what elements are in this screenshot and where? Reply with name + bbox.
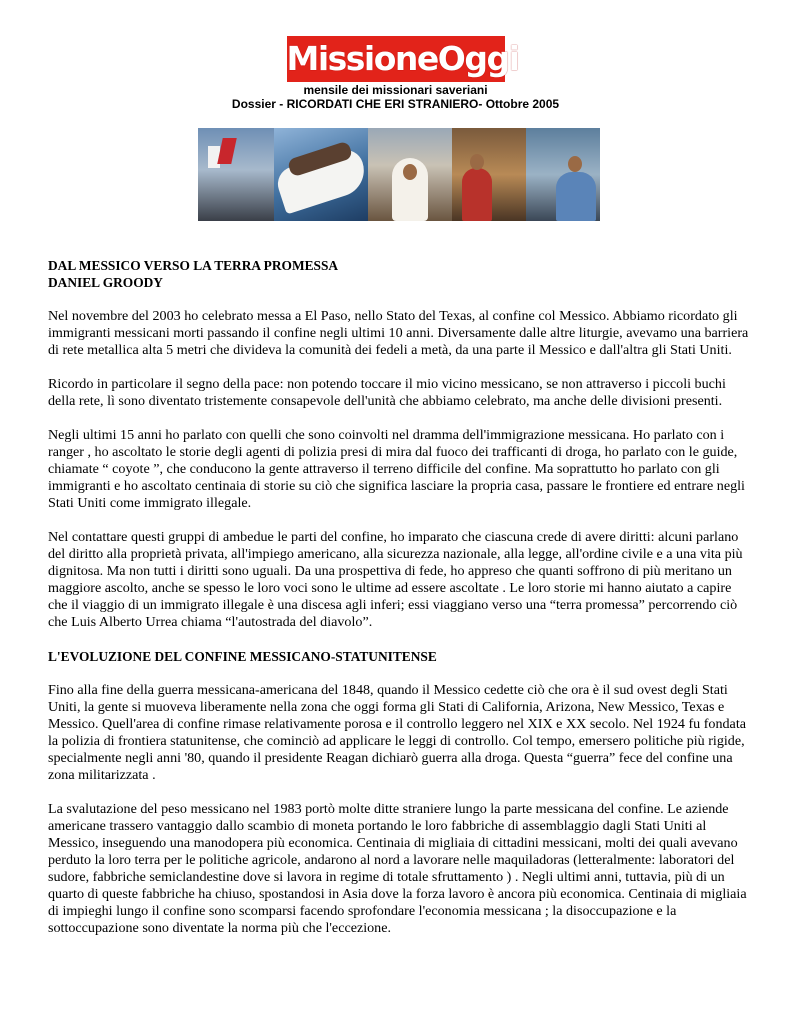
paragraph: Nel contattare questi gruppi di ambedue le parti del confine, ho imparato che ciascuna crede di avere diritti: alcuni parlano del diritto alla proprietà privata, all'impiego americano, alla sicurezza nazionale, alla legge, all'ordine civile e a una vita più dignitosa. Ma non tutti i diritti sono uguali. Da una prospettiva di fede, ho appreso che quanti soffrono di più meritano un maggiore ascolto, anche se spesso le loro voci sono le ultime ad essere ascoltate . Le loro storie mi hanno aiutato a capire che il viaggio di un immigrato illegale è una discesa agli inferi; essi viaggiano verso una “terra promessa” percorrendo ciò che Luis Alberto Urrea chiama “l'autostrada del diavolo”.: [48, 529, 743, 630]
paragraph: Negli ultimi 15 anni ho parlato con quelli che sono coinvolti nel dramma dell'immigrazione messicana. Ho parlato con i ranger , ho ascoltato le storie degli agenti di polizia presi di mira dal fuoco dei trafficanti di droga, ho parlato con le guide, chiamate “ coyote ”, che conducono la gente attraverso il terreno difficile del confine. Ma soprattutto ho parlato con gli immigranti e ho ascoltato centinaia di storie su ciò che significa lasciare la propria casa, passare le frontiere ed entrare negli Stati Uniti come immigrato illegale.: [48, 427, 745, 511]
masthead: [0, 36, 791, 111]
paragraph: Fino alla fine della guerra messicana-americana del 1848, quando il Messico cedette ciò che ora è il sud ovest degli Stati Uniti, la gente si muoveva liberamente nella zona che oggi forma gli Stati di California, Arizona, New Messico, Texas e Messico. Quell'area di confine rimase relativamente porosa e il controllo leggero nel XIX e XX secolo. Nel 1924 fu fondata la polizia di frontiera statunitense, che cominciò ad applicare le leggi di controllo. Col tempo, emersero politiche più rigide, specialmente negli anni '80, quando il presidente Reagan dichiarò guerra alla droga. Questa “guerra” fece del confine una zona militarizzata .: [48, 682, 746, 783]
woman-red-dress-photo: [452, 128, 526, 221]
man-blue-shirt-photo: [526, 128, 600, 221]
section-title: L'EVOLUZIONE DEL CONFINE MESSICANO-STATUNITENSE: [48, 649, 437, 664]
article-title: DAL MESSICO VERSO LA TERRA PROMESSA: [48, 258, 339, 273]
flag-photo: [198, 128, 274, 221]
missione-oggi-logo: MissioneOggi: [287, 36, 505, 82]
dossier-line: Dossier - RICORDATI CHE ERI STRANIERO- Ottobre 2005: [231, 97, 560, 111]
magazine-subtitle: mensile dei missionari saveriani: [303, 83, 488, 97]
migrant-boat-photo: [274, 128, 368, 221]
article-body: [48, 257, 754, 954]
banner-photo-strip: [198, 128, 600, 221]
woman-white-veil-photo: [368, 128, 452, 221]
paragraph: Ricordo in particolare il segno della pace: non potendo toccare il mio vicino messicano, se non attraverso i piccoli buchi della rete, lì sono diventato tristemente consapevole dell'unità che abbiamo celebrato, ma anche delle divisioni presenti.: [48, 376, 726, 409]
paragraph: Nel novembre del 2003 ho celebrato messa a El Paso, nello Stato del Texas, al confine col Messico. Abbiamo ricordato gli immigranti messicani morti passando il confine negli ultimi 10 anni. Diversamente dalle altre liturgie, avevamo una barriera di rete metallica alta 5 metri che divideva la comunità dei fedeli a metà, da una parte il Messico e dall'altra gli Stati Uniti.: [48, 308, 749, 358]
article-author: DANIEL GROODY: [48, 275, 163, 290]
paragraph: La svalutazione del peso messicano nel 1983 portò molte ditte straniere lungo la parte messicana del confine. Le aziende americane trassero vantaggio dallo scambio di moneta portando le loro fabbriche di assemblaggio dagli Stati Uniti al Messico, inseguendo una manodopera più economica. Centinaia di migliaia di cittadini messicani, molti dei quali avevano perduto la loro terra per le politiche agricole, andarono al nord a lavorare nelle maquiladoras (letteralmente: laboratori del sudore, fabbriche semiclandestine dove si lavora in regime di totale sfruttamento ) . Negli ultimi anni, tuttavia, più di un quarto di queste fabbriche ha chiuso, spostandosi in Asia dove la forza lavoro è ancora più economica. Centinaia di migliaia di impieghi lungo il confine sono scomparsi facendo sprofondare l'economia messicana ; la disoccupazione e la sottoccupazione sono diventate la norma più che l'eccezione.: [48, 801, 747, 936]
